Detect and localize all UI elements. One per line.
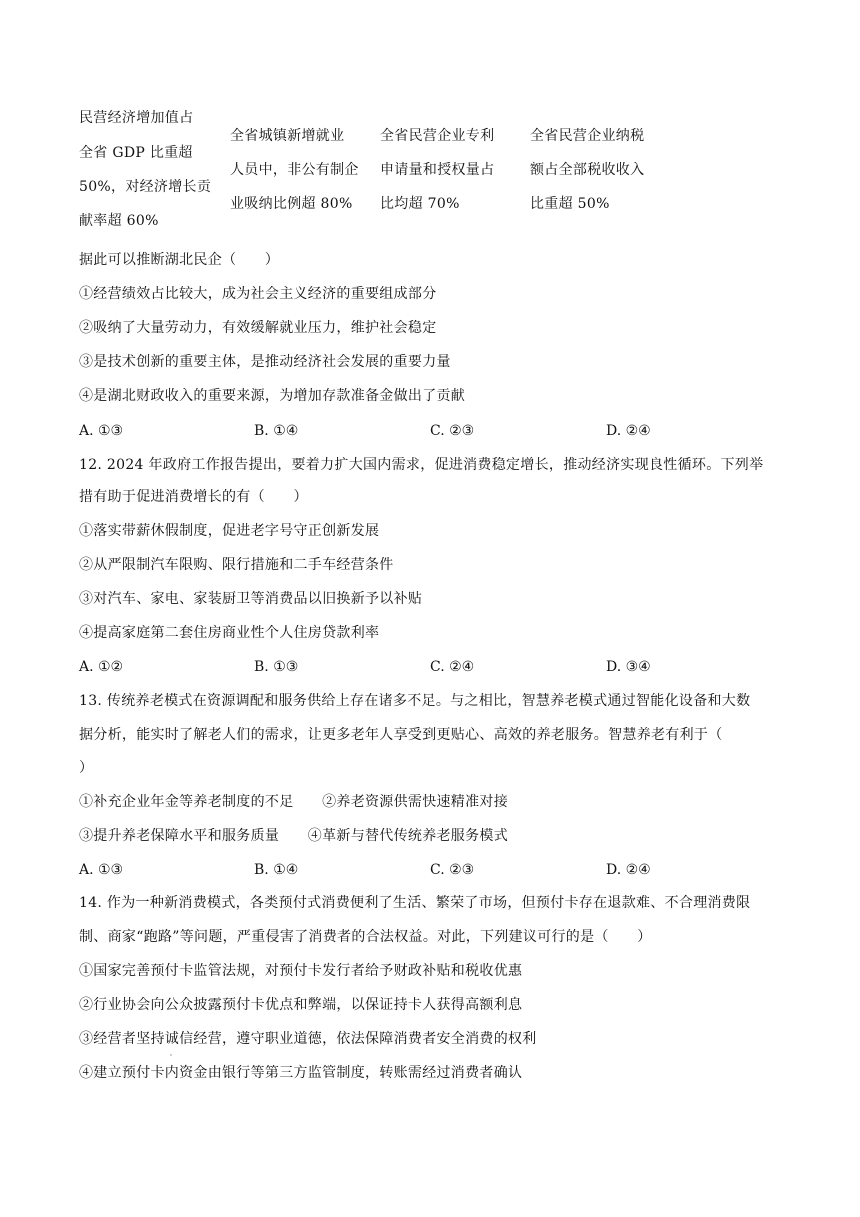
q13-option-a: A. ①③ — [79, 862, 124, 878]
q14-item-4: ④建立预付卡内资金由银行等第三方监管制度，转账需经过消费者确认 — [79, 1065, 523, 1081]
table-cell-3-line-2: 申请量和授权量占 — [380, 162, 495, 178]
q11-option-c: C. ②③ — [430, 423, 475, 439]
q13-stem-line-2: 据分析，能实时了解老人们的需求，让更多老年人享受到更贴心、高效的养老服务。智慧养老有利于（ — [79, 727, 723, 743]
q11-stem: 据此可以推断湖北民企（ ） — [79, 252, 280, 268]
scan-speck — [170, 1054, 172, 1056]
q11-option-a: A. ①③ — [79, 423, 124, 439]
q11-item-1: ①经营绩效占比较大，成为社会主义经济的重要组成部分 — [79, 286, 437, 302]
q11-item-2: ②吸纳了大量劳动力，有效缓解就业压力，维护社会稳定 — [79, 320, 437, 336]
q14-item-3: ③经营者坚持诚信经营，遵守职业道德，依法保障消费者安全消费的权利 — [79, 1031, 537, 1047]
q14-item-1: ①国家完善预付卡监管法规，对预付卡发行者给予财政补贴和税收优惠 — [79, 963, 523, 979]
q12-item-1: ①落实带薪休假制度，促进老字号守正创新发展 — [79, 523, 380, 539]
q13-option-b: B. ①④ — [254, 862, 299, 878]
table-cell-1-line-4: 献率超 60% — [79, 213, 159, 229]
q14-item-2: ②行业协会向公众披露预付卡优点和弊端，以保证持卡人获得高额利息 — [79, 997, 523, 1013]
table-cell-3-line-1: 全省民营企业专利 — [380, 128, 495, 144]
table-cell-4-line-1: 全省民营企业纳税 — [530, 128, 645, 144]
q12-item-4: ④提高家庭第二套住房商业性个人住房贷款利率 — [79, 625, 380, 641]
q11-item-4: ④是湖北财政收入的重要来源，为增加存款准备金做出了贡献 — [79, 388, 466, 404]
q12-option-c: C. ②④ — [430, 659, 475, 675]
q12-item-2: ②从严限制汽车限购、限行措施和二手车经营条件 — [79, 557, 394, 573]
table-cell-4-line-3: 比重超 50% — [530, 196, 610, 212]
q13-stem-line-1: 13. 传统养老模式在资源调配和服务供给上存在诸多不足。与之相比，智慧养老模式通过智能化设备和大数 — [79, 693, 751, 709]
q12-item-3: ③对汽车、家电、家装厨卫等消费品以旧换新予以补贴 — [79, 591, 423, 607]
table-cell-1-line-3: 50%，对经济增长贡 — [79, 179, 212, 195]
q14-stem-line-2: 制、商家“跑路”等问题，严重侵害了消费者的合法权益。对此，下列建议可行的是（ ） — [79, 929, 652, 945]
q11-option-d: D. ②④ — [606, 423, 651, 439]
table-cell-1-line-2: 全省 GDP 比重超 — [79, 145, 193, 161]
table-cell-3-line-3: 比均超 70% — [380, 196, 460, 212]
q12-stem-line-2: 措有助于促进消费增长的有（ ） — [79, 489, 308, 505]
q13-option-c: C. ②③ — [430, 862, 475, 878]
q12-stem-line-1: 12. 2024 年政府工作报告提出，要着力扩大国内需求，促进消费稳定增长，推动经济实现良性循环。下列举 — [79, 457, 764, 473]
table-cell-2-line-1: 全省城镇新增就业 — [230, 128, 345, 144]
table-cell-2-line-2: 人员中，非公有制企 — [230, 162, 359, 178]
table-cell-2-line-3: 业吸纳比例超 80% — [230, 196, 353, 212]
q11-option-b: B. ①④ — [254, 423, 299, 439]
q13-stem-line-3: ） — [79, 760, 94, 776]
q14-stem-line-1: 14. 作为一种新消费模式，各类预付式消费便利了生活、繁荣了市场，但预付卡存在退款难、不合理消费限 — [79, 895, 751, 911]
q13-option-d: D. ②④ — [606, 862, 651, 878]
q12-option-b: B. ①③ — [254, 659, 299, 675]
q13-item-row-2: ③提升养老保障水平和服务质量 ④革新与替代传统养老服务模式 — [79, 828, 508, 844]
q12-option-d: D. ③④ — [606, 659, 651, 675]
q13-item-row-1: ①补充企业年金等养老制度的不足 ②养老资源供需快速精准对接 — [79, 794, 508, 810]
q11-item-3: ③是技术创新的重要主体，是推动经济社会发展的重要力量 — [79, 354, 451, 370]
table-cell-4-line-2: 额占全部税收收入 — [530, 162, 645, 178]
q12-option-a: A. ①② — [79, 659, 124, 675]
table-cell-1-line-1: 民营经济增加值占 — [79, 110, 194, 126]
